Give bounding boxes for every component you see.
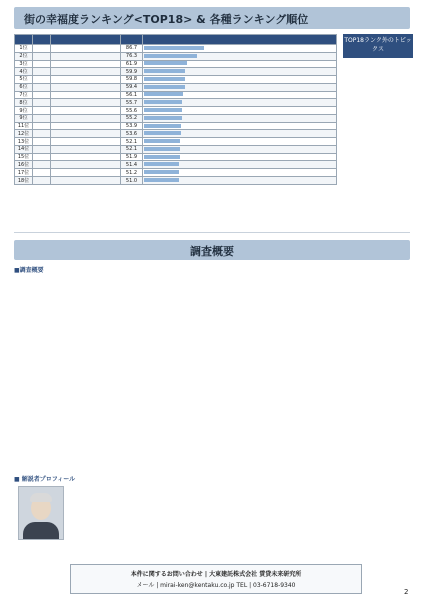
town-name-cell — [51, 60, 121, 68]
score-bar-cell — [143, 114, 337, 122]
prev-rank-cell — [33, 45, 51, 53]
ranking-header-cell — [143, 35, 337, 45]
town-name-cell — [51, 107, 121, 115]
score-bar-cell — [143, 76, 337, 84]
contact-details[interactable]: メール | mirai-ken@kentaku.co.jp TEL | 03-6718-9340 — [136, 582, 296, 589]
score-cell: 59.4 — [121, 83, 143, 91]
prev-rank-cell — [33, 107, 51, 115]
rank-cell: 14位 — [15, 145, 33, 153]
score-bar — [144, 170, 179, 174]
score-bar — [144, 124, 181, 128]
town-name-cell — [51, 138, 121, 146]
ranking-row — [15, 153, 337, 161]
ranking-header-cell — [15, 35, 33, 45]
ranking-row — [15, 169, 337, 177]
score-bar — [144, 178, 179, 182]
score-bar — [144, 92, 183, 96]
ranking-row — [15, 107, 337, 115]
ranking-row — [15, 99, 337, 107]
rank-cell: 9位 — [15, 107, 33, 115]
score-cell: 59.9 — [121, 68, 143, 76]
score-bar — [144, 77, 185, 81]
score-bar-cell — [143, 68, 337, 76]
score-bar-cell — [143, 138, 337, 146]
score-cell: 76.3 — [121, 52, 143, 60]
town-name-cell — [51, 161, 121, 169]
rank-cell: 5位 — [15, 76, 33, 84]
score-bar-cell — [143, 60, 337, 68]
topics-title: TOP18ランク外のトピックス — [343, 34, 413, 58]
score-bar — [144, 162, 179, 166]
prev-rank-cell — [33, 68, 51, 76]
ranking-row — [15, 130, 337, 138]
score-bar-cell — [143, 145, 337, 153]
town-name-cell — [51, 145, 121, 153]
town-name-cell — [51, 169, 121, 177]
score-bar — [144, 69, 185, 73]
town-name-cell — [51, 177, 121, 185]
section-bar — [14, 240, 410, 260]
prev-rank-cell — [33, 76, 51, 84]
score-bar-cell — [143, 45, 337, 53]
score-bar-cell — [143, 153, 337, 161]
score-cell: 52.1 — [121, 138, 143, 146]
score-cell: 52.1 — [121, 145, 143, 153]
profile-subhead: ■ 解説者プロフィール — [14, 476, 76, 483]
score-bar-cell — [143, 130, 337, 138]
ranking-header-cell — [33, 35, 51, 45]
score-bar — [144, 131, 181, 135]
ranking-row — [15, 76, 337, 84]
score-cell: 51.2 — [121, 169, 143, 177]
topics-box — [343, 34, 413, 184]
ranking-row — [15, 138, 337, 146]
prev-rank-cell — [33, 60, 51, 68]
score-cell: 56.1 — [121, 91, 143, 99]
score-bar — [144, 54, 197, 58]
score-cell: 55.2 — [121, 114, 143, 122]
rank-cell: 16位 — [15, 161, 33, 169]
score-bar — [144, 147, 180, 151]
rank-cell: 11位 — [15, 122, 33, 130]
score-cell: 51.0 — [121, 177, 143, 185]
score-cell: 51.4 — [121, 161, 143, 169]
title-bar — [14, 7, 410, 29]
page-title: 街の幸福度ランキング<TOP18> & 各種ランキング順位 — [24, 13, 309, 26]
score-bar-cell — [143, 107, 337, 115]
score-cell: 55.6 — [121, 107, 143, 115]
rank-cell: 6位 — [15, 83, 33, 91]
prev-rank-cell — [33, 138, 51, 146]
ranking-row — [15, 60, 337, 68]
contact-box — [70, 564, 362, 594]
score-bar-cell — [143, 91, 337, 99]
town-name-cell — [51, 114, 121, 122]
photo-suit — [23, 522, 59, 539]
ranking-row — [15, 122, 337, 130]
rank-cell: 8位 — [15, 99, 33, 107]
rank-cell: 3位 — [15, 60, 33, 68]
town-name-cell — [51, 153, 121, 161]
town-name-cell — [51, 68, 121, 76]
ranking-row — [15, 177, 337, 185]
prev-rank-cell — [33, 52, 51, 60]
ranking-row — [15, 45, 337, 53]
town-name-cell — [51, 130, 121, 138]
score-cell: 53.9 — [121, 122, 143, 130]
prev-rank-cell — [33, 83, 51, 91]
rank-cell: 4位 — [15, 68, 33, 76]
ranking-row — [15, 91, 337, 99]
photo-hair — [30, 493, 52, 502]
town-name-cell — [51, 45, 121, 53]
score-bar-cell — [143, 169, 337, 177]
score-cell: 86.7 — [121, 45, 143, 53]
score-bar-cell — [143, 177, 337, 185]
ranking-row — [15, 83, 337, 91]
prev-rank-cell — [33, 91, 51, 99]
ranking-header-cell — [121, 35, 143, 45]
prev-rank-cell — [33, 114, 51, 122]
town-name-cell — [51, 122, 121, 130]
score-cell: 61.9 — [121, 60, 143, 68]
prev-rank-cell — [33, 145, 51, 153]
town-name-cell — [51, 83, 121, 91]
score-bar-cell — [143, 161, 337, 169]
rank-cell: 12位 — [15, 130, 33, 138]
ranking-row — [15, 145, 337, 153]
ranking-row — [15, 68, 337, 76]
rank-cell: 1位 — [15, 45, 33, 53]
rank-cell: 2位 — [15, 52, 33, 60]
contact-title: 本件に関するお問い合わせ | 大東建託株式会社 賃貸未来研究所 — [130, 571, 302, 578]
rank-cell: 15位 — [15, 153, 33, 161]
town-name-cell — [51, 76, 121, 84]
score-bar — [144, 46, 204, 50]
prev-rank-cell — [33, 169, 51, 177]
score-bar-cell — [143, 83, 337, 91]
ranking-header-row — [15, 35, 337, 45]
town-name-cell — [51, 99, 121, 107]
score-bar — [144, 100, 182, 104]
ranking-header-cell — [51, 35, 121, 45]
prev-rank-cell — [33, 122, 51, 130]
score-bar-cell — [143, 52, 337, 60]
score-bar-cell — [143, 122, 337, 130]
prev-rank-cell — [33, 130, 51, 138]
profile-photo — [18, 486, 64, 540]
ranking-row — [15, 161, 337, 169]
score-bar — [144, 155, 180, 159]
score-cell: 53.6 — [121, 130, 143, 138]
score-cell: 55.7 — [121, 99, 143, 107]
prev-rank-cell — [33, 99, 51, 107]
town-name-cell — [51, 91, 121, 99]
overview-subhead: ■調査概要 — [14, 267, 44, 274]
rank-cell: 13位 — [15, 138, 33, 146]
prev-rank-cell — [33, 177, 51, 185]
rank-cell: 7位 — [15, 91, 33, 99]
page-number: 2 — [404, 588, 409, 596]
section-title: 調査概要 — [190, 245, 234, 258]
rank-cell: 9位 — [15, 114, 33, 122]
score-cell: 51.9 — [121, 153, 143, 161]
rank-cell: 17位 — [15, 169, 33, 177]
score-bar — [144, 85, 185, 89]
ranking-row — [15, 114, 337, 122]
rank-cell: 18位 — [15, 177, 33, 185]
score-bar — [144, 108, 182, 112]
score-bar — [144, 116, 182, 120]
prev-rank-cell — [33, 161, 51, 169]
score-bar-cell — [143, 99, 337, 107]
ranking-row — [15, 52, 337, 60]
town-name-cell — [51, 52, 121, 60]
prev-rank-cell — [33, 153, 51, 161]
score-cell: 59.8 — [121, 76, 143, 84]
score-bar — [144, 61, 187, 65]
score-bar — [144, 139, 180, 143]
ranking-table — [14, 34, 337, 185]
divider — [14, 232, 410, 233]
